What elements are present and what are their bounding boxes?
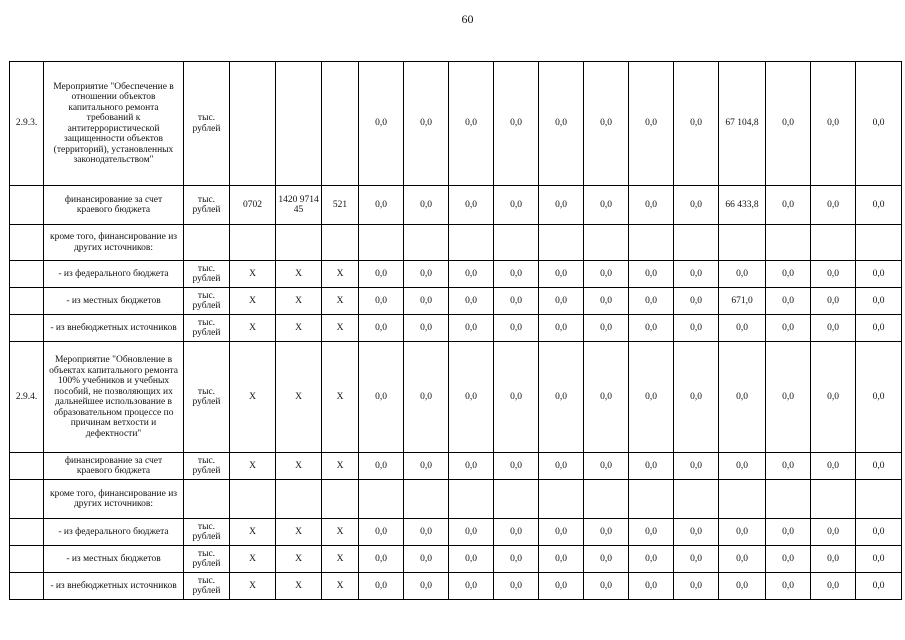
row-value: 0,0 [359,573,404,600]
row-value: 0,0 [629,315,674,342]
row-value: 0,0 [811,453,856,480]
row-section-code: 0702 [230,186,276,225]
row-value: 0,0 [494,186,539,225]
row-code [10,453,44,480]
row-code [10,225,44,261]
row-value: 0,0 [404,573,449,600]
row-value: 0,0 [856,573,902,600]
row-section-code [230,480,276,519]
row-value: 66 433,8 [719,186,766,225]
row-value: 0,0 [449,519,494,546]
row-value: 0,0 [674,261,719,288]
row-value [719,480,766,519]
row-value: 0,0 [539,288,584,315]
row-value [404,480,449,519]
row-target-code: X [276,315,322,342]
row-value: 0,0 [359,342,404,453]
row-value: 0,0 [584,186,629,225]
row-value: 0,0 [584,546,629,573]
row-target-code: 1420 9714 45 [276,186,322,225]
row-expense-code: X [322,573,359,600]
row-value: 0,0 [674,519,719,546]
row-value: 0,0 [719,573,766,600]
row-name: - из внебюджетных источников [44,573,184,600]
row-expense-code [322,62,359,186]
row-value: 0,0 [359,519,404,546]
row-value: 67 104,8 [719,62,766,186]
row-value: 0,0 [539,519,584,546]
row-value [674,480,719,519]
row-value: 0,0 [404,519,449,546]
row-value: 0,0 [359,315,404,342]
row-value: 0,0 [539,186,584,225]
row-value: 0,0 [584,342,629,453]
row-value: 0,0 [719,315,766,342]
row-value: 0,0 [629,546,674,573]
row-value: 0,0 [584,315,629,342]
row-value: 0,0 [766,288,811,315]
table-row [10,519,902,546]
row-value [766,225,811,261]
row-target-code [276,225,322,261]
row-section-code: X [230,288,276,315]
row-code [10,315,44,342]
row-value: 0,0 [766,186,811,225]
row-target-code [276,62,322,186]
table-row [10,480,902,519]
row-section-code: X [230,546,276,573]
row-value: 0,0 [494,342,539,453]
row-value: 0,0 [494,519,539,546]
row-value: 0,0 [629,186,674,225]
row-unit: тыс. рублей [184,62,230,186]
row-value: 0,0 [811,342,856,453]
row-value: 0,0 [494,261,539,288]
row-value: 671,0 [719,288,766,315]
row-value: 0,0 [856,261,902,288]
row-value: 0,0 [539,315,584,342]
row-value: 0,0 [811,261,856,288]
row-value [539,225,584,261]
row-value [811,225,856,261]
row-value: 0,0 [404,261,449,288]
row-section-code [230,225,276,261]
row-name: - из местных бюджетов [44,288,184,315]
row-value: 0,0 [811,288,856,315]
row-value: 0,0 [404,186,449,225]
row-value: 0,0 [539,573,584,600]
row-target-code: X [276,342,322,453]
row-code [10,519,44,546]
row-section-code [230,62,276,186]
row-value: 0,0 [584,573,629,600]
row-expense-code: X [322,261,359,288]
row-value [856,480,902,519]
row-value: 0,0 [856,342,902,453]
row-value [449,480,494,519]
row-value [449,225,494,261]
table-row [10,573,902,600]
row-value: 0,0 [766,573,811,600]
row-name: кроме того, финансирование из других источников: [44,480,184,519]
row-value: 0,0 [811,573,856,600]
row-name: Мероприятие "Обеспечение в отношении объектов капитального ремонта требований к антитеррористической защищенности объектов (территорий), установленных законодательством" [44,62,184,186]
row-value: 0,0 [674,453,719,480]
row-unit: тыс. рублей [184,342,230,453]
row-value: 0,0 [449,546,494,573]
row-value: 0,0 [584,62,629,186]
row-value: 0,0 [494,315,539,342]
row-value: 0,0 [449,573,494,600]
row-value: 0,0 [629,62,674,186]
row-value: 0,0 [629,288,674,315]
row-code [10,186,44,225]
row-value: 0,0 [629,519,674,546]
row-value [539,480,584,519]
table-row [10,315,902,342]
row-value: 0,0 [539,261,584,288]
row-value [629,480,674,519]
row-code [10,573,44,600]
row-value: 0,0 [494,546,539,573]
row-value: 0,0 [404,342,449,453]
row-value: 0,0 [766,261,811,288]
row-expense-code [322,480,359,519]
row-value: 0,0 [766,453,811,480]
table-row [10,546,902,573]
row-value [811,480,856,519]
row-value: 0,0 [766,519,811,546]
table-row [10,288,902,315]
table-row [10,62,902,186]
row-unit: тыс. рублей [184,315,230,342]
row-code [10,480,44,519]
row-name: Мероприятие "Обновление в объектах капитального ремонта 100% учебников и учебных пособий, не позволяющих их дальнейшее использование в образовательном процессе по причинам ветхости и дефектности" [44,342,184,453]
row-value: 0,0 [494,288,539,315]
row-value: 0,0 [539,62,584,186]
table-row [10,342,902,453]
row-code: 2.9.4. [10,342,44,453]
row-value: 0,0 [811,186,856,225]
row-value [494,480,539,519]
row-name: - из местных бюджетов [44,546,184,573]
table-body [10,62,902,600]
row-expense-code: X [322,315,359,342]
row-value: 0,0 [404,453,449,480]
row-value: 0,0 [766,62,811,186]
row-value [494,225,539,261]
row-value: 0,0 [856,315,902,342]
row-value: 0,0 [359,546,404,573]
row-value: 0,0 [856,186,902,225]
row-value [404,225,449,261]
row-value: 0,0 [811,315,856,342]
page-number: 60 [461,12,474,26]
row-value: 0,0 [449,186,494,225]
row-section-code: X [230,519,276,546]
row-value: 0,0 [629,573,674,600]
row-value: 0,0 [629,453,674,480]
row-value [629,225,674,261]
row-value [359,480,404,519]
row-value: 0,0 [719,342,766,453]
row-name: - из федерального бюджета [44,519,184,546]
row-value: 0,0 [674,288,719,315]
row-value: 0,0 [719,546,766,573]
row-value: 0,0 [404,288,449,315]
row-value: 0,0 [856,546,902,573]
row-value: 0,0 [449,342,494,453]
row-value: 0,0 [359,453,404,480]
row-name: финансирование за счет краевого бюджета [44,186,184,225]
table-row [10,261,902,288]
row-unit: тыс. рублей [184,261,230,288]
row-value: 0,0 [449,261,494,288]
row-unit: тыс. рублей [184,453,230,480]
row-expense-code: X [322,546,359,573]
row-target-code [276,480,322,519]
row-value: 0,0 [674,186,719,225]
row-section-code: X [230,573,276,600]
row-target-code: X [276,546,322,573]
row-value: 0,0 [719,453,766,480]
row-value [584,225,629,261]
row-value: 0,0 [584,288,629,315]
row-value: 0,0 [856,453,902,480]
row-value: 0,0 [856,519,902,546]
row-value [584,480,629,519]
row-value: 0,0 [539,453,584,480]
row-value: 0,0 [494,573,539,600]
row-value [674,225,719,261]
row-code: 2.9.3. [10,62,44,186]
row-unit [184,225,230,261]
row-section-code: X [230,261,276,288]
row-target-code: X [276,573,322,600]
row-value: 0,0 [539,342,584,453]
row-value: 0,0 [629,261,674,288]
row-value: 0,0 [584,453,629,480]
row-target-code: X [276,261,322,288]
row-value: 0,0 [359,186,404,225]
table-row [10,453,902,480]
budget-table [9,61,902,600]
row-section-code: X [230,342,276,453]
row-section-code: X [230,315,276,342]
row-value: 0,0 [811,546,856,573]
row-expense-code: X [322,519,359,546]
row-section-code: X [230,453,276,480]
row-value [359,225,404,261]
row-value: 0,0 [584,261,629,288]
row-value: 0,0 [674,342,719,453]
row-value: 0,0 [449,288,494,315]
row-expense-code: X [322,453,359,480]
row-expense-code: 521 [322,186,359,225]
row-expense-code: X [322,288,359,315]
row-code [10,261,44,288]
row-value [856,225,902,261]
row-value: 0,0 [766,342,811,453]
row-unit: тыс. рублей [184,288,230,315]
row-code [10,288,44,315]
row-value: 0,0 [856,288,902,315]
row-name: кроме того, финансирование из других источников: [44,225,184,261]
row-unit [184,480,230,519]
row-value: 0,0 [449,453,494,480]
row-value: 0,0 [766,315,811,342]
row-value: 0,0 [359,62,404,186]
row-value: 0,0 [674,573,719,600]
row-value: 0,0 [719,519,766,546]
row-expense-code: X [322,342,359,453]
table-row [10,225,902,261]
row-value: 0,0 [584,519,629,546]
row-unit: тыс. рублей [184,186,230,225]
row-value: 0,0 [629,342,674,453]
row-unit: тыс. рублей [184,546,230,573]
row-target-code: X [276,453,322,480]
row-value: 0,0 [449,315,494,342]
row-value: 0,0 [494,62,539,186]
row-value: 0,0 [674,62,719,186]
row-name: - из федерального бюджета [44,261,184,288]
row-value: 0,0 [811,519,856,546]
row-value [766,480,811,519]
row-unit: тыс. рублей [184,519,230,546]
row-value [719,225,766,261]
table-row [10,186,902,225]
row-value: 0,0 [359,288,404,315]
row-target-code: X [276,288,322,315]
row-value: 0,0 [404,62,449,186]
row-value: 0,0 [719,261,766,288]
row-value: 0,0 [359,261,404,288]
row-name: финансирование за счет краевого бюджета [44,453,184,480]
row-value: 0,0 [539,546,584,573]
row-value: 0,0 [494,453,539,480]
row-name: - из внебюджетных источников [44,315,184,342]
row-value: 0,0 [674,315,719,342]
row-value: 0,0 [404,546,449,573]
row-expense-code [322,225,359,261]
row-value: 0,0 [811,62,856,186]
row-value: 0,0 [766,546,811,573]
row-value: 0,0 [674,546,719,573]
row-code [10,546,44,573]
row-target-code: X [276,519,322,546]
row-value: 0,0 [449,62,494,186]
row-unit: тыс. рублей [184,573,230,600]
row-value: 0,0 [856,62,902,186]
row-value: 0,0 [404,315,449,342]
